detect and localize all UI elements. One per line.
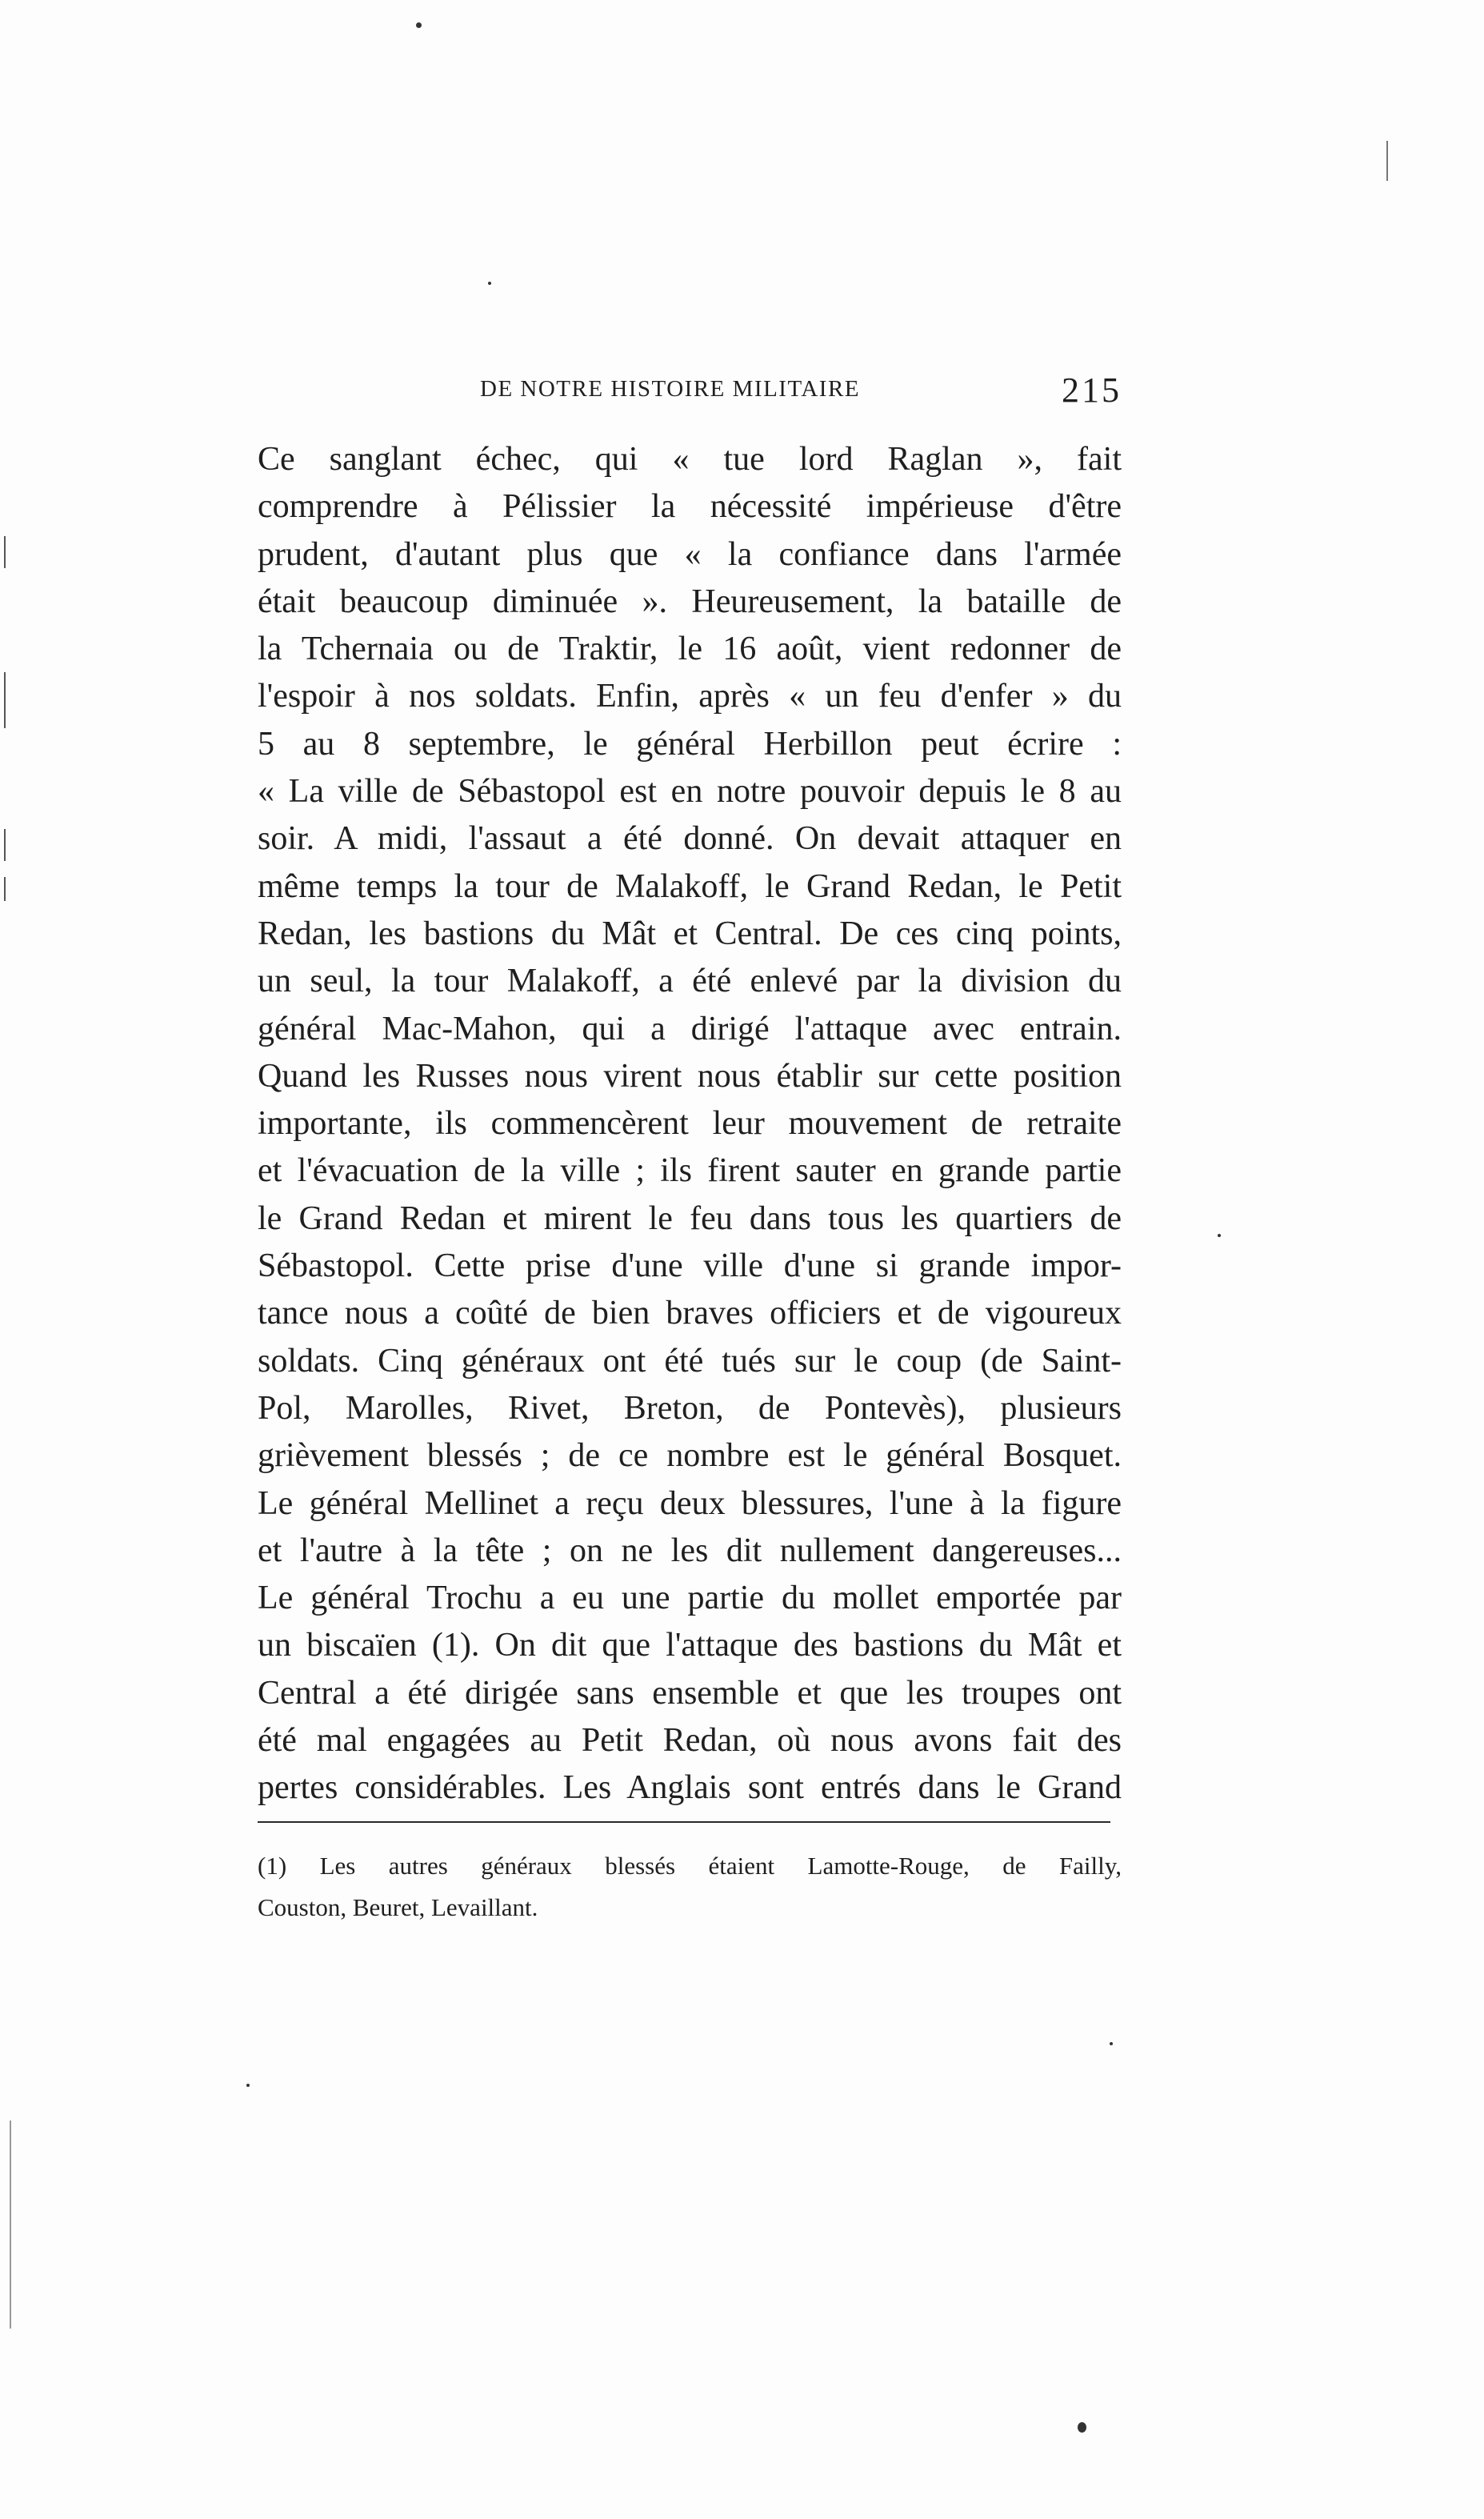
text-line: Ce sanglant échec, qui « tue lord Raglan », fait: [258, 441, 1122, 478]
text-line: Quand les Russes nous virent nous établir sur cette position: [258, 1057, 1122, 1095]
text-line: et l'autre à la tête ; on ne les dit nullement dangereuses...: [258, 1532, 1122, 1569]
page-header: [258, 370, 1122, 418]
scan-speck: [246, 2084, 250, 2087]
scan-speck: [488, 282, 491, 285]
footnote-line: (1) Les autres généraux blessés étaient Lamotte-Rouge, de Failly,: [258, 1852, 1122, 1880]
text-line: pertes considérables. Les Anglais sont entrés dans le Grand: [258, 1769, 1122, 1807]
text-line: l'espoir à nos soldats. Enfin, après « un feu d'enfer » du: [258, 678, 1122, 715]
margin-mark: [4, 829, 6, 861]
text-line: été mal engagées au Petit Redan, où nous avons fait des: [258, 1722, 1122, 1760]
text-line: la Tchernaia ou de Traktir, le 16 août, vient redonner de: [258, 631, 1122, 668]
footnote-line: Couston, Beuret, Levaillant.: [258, 1893, 538, 1921]
scan-speck: [1110, 2042, 1113, 2045]
text-line: Le général Trochu a eu une partie du mollet emportée par: [258, 1580, 1122, 1617]
margin-mark: [4, 672, 6, 728]
text-line: Central a été dirigée sans ensemble et que les troupes ont: [258, 1674, 1122, 1712]
text-line: « La ville de Sébastopol est en notre pouvoir depuis le 8 au: [258, 773, 1122, 811]
text-line: importante, ils commencèrent leur mouvement de retraite: [258, 1105, 1122, 1143]
text-line: tance nous a coûté de bien braves officiers et de vigoureux: [258, 1295, 1122, 1332]
scan-speck: [416, 22, 422, 28]
text-line: Redan, les bastions du Mât et Central. De ces cinq points,: [258, 915, 1122, 952]
text-line: même temps la tour de Malakoff, le Grand Redan, le Petit: [258, 867, 1122, 905]
text-line: général Mac-Mahon, qui a dirigé l'attaque avec entrain.: [258, 1010, 1122, 1047]
text-line: Sébastopol. Cette prise d'une ville d'une si grande impor-: [258, 1247, 1122, 1285]
text-line: Le général Mellinet a reçu deux blessures, l'une à la figure: [258, 1484, 1122, 1522]
text-line: grièvement blessés ; de ce nombre est le général Bosquet.: [258, 1437, 1122, 1475]
running-head: DE NOTRE HISTOIRE MILITAIRE: [480, 376, 861, 402]
margin-mark: [10, 2121, 11, 2329]
footnote-rule: [258, 1821, 1110, 1823]
scan-speck: [1218, 1234, 1221, 1237]
page-number: 215: [1062, 370, 1122, 410]
text-line: soir. A midi, l'assaut a été donné. On devait attaquer en: [258, 820, 1122, 858]
text-line: était beaucoup diminuée ». Heureusement, la bataille de: [258, 583, 1122, 620]
margin-mark: [4, 877, 6, 901]
scan-speck: [1078, 2422, 1086, 2433]
text-line: un seul, la tour Malakoff, a été enlevé par la division du: [258, 963, 1122, 1000]
text-line: le Grand Redan et mirent le feu dans tous les quartiers de: [258, 1199, 1122, 1237]
text-line: un biscaïen (1). On dit que l'attaque des bastions du Mât et: [258, 1627, 1122, 1664]
text-line: et l'évacuation de la ville ; ils firent sauter en grande partie: [258, 1152, 1122, 1190]
text-line: prudent, d'autant plus que « la confiance dans l'armée: [258, 535, 1122, 573]
footnote: [258, 1845, 1122, 1928]
text-line: 5 au 8 septembre, le général Herbillon peut écrire :: [258, 725, 1122, 763]
margin-mark: [1386, 141, 1388, 181]
text-line: comprendre à Pélissier la nécessité impérieuse d'être: [258, 488, 1122, 526]
text-line: soldats. Cinq généraux ont été tués sur le coup (de Saint-: [258, 1342, 1122, 1380]
text-line: Pol, Marolles, Rivet, Breton, de Pontevès), plusieurs: [258, 1389, 1122, 1427]
body-text: [258, 436, 1122, 1812]
margin-mark: [4, 536, 6, 568]
